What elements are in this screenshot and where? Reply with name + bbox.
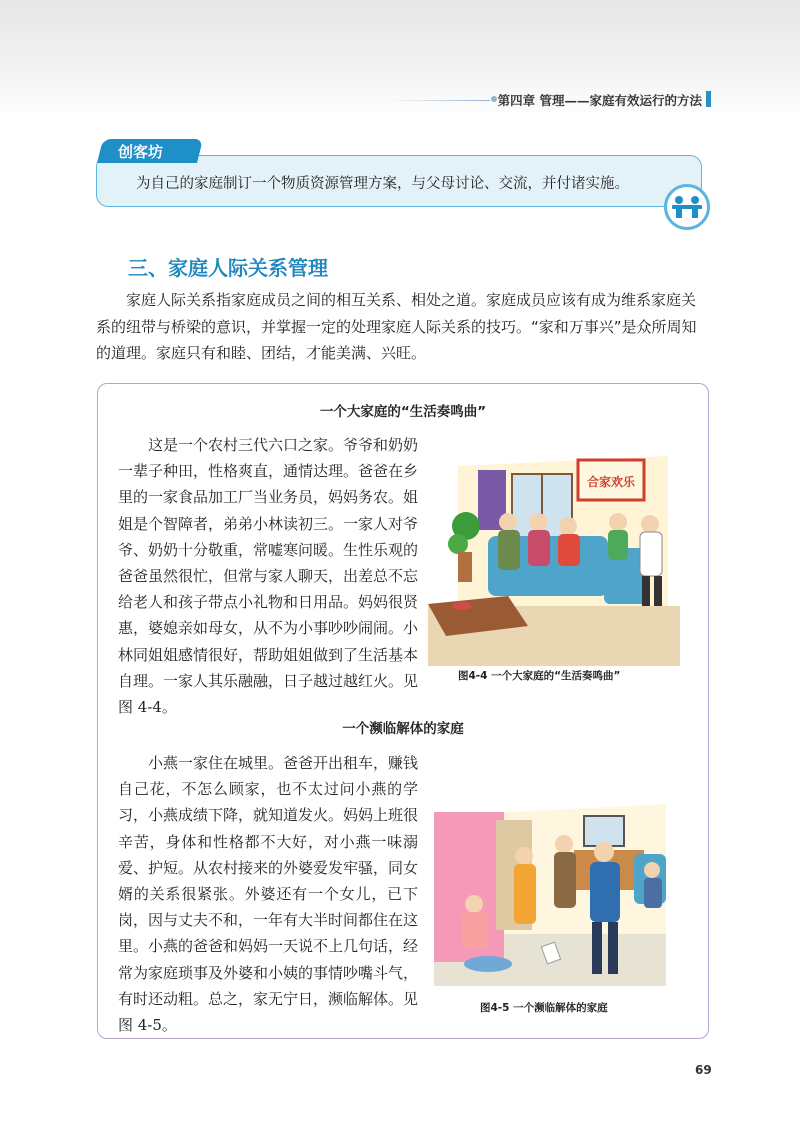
- page-number: 69: [695, 1063, 712, 1077]
- figure-4-4-caption: 图4-4 一个大家庭的“生活奏鸣曲”: [458, 670, 621, 682]
- section-intro: 家庭人际关系指家庭成员之间的相互关系、相处之道。家庭成员应该有成为维系家庭关系的纽带与桥梁的意识，并掌握一定的处理家庭人际关系的技巧。“家和万事兴”是众所周知的道理。家庭只有和睦、团结，才能美满、兴旺。: [96, 291, 697, 362]
- case2-text: 小燕一家住在城里。爸爸开出租车，赚钱自己花，不怎么顾家，也不太过问小燕的学习，小燕成绩下降，就知道发火。妈妈上班很辛苦，身体和性格都不大好，对小燕一味溺爱、护短。从农村接来的外婆爱发牢骚，同女婿的关系很紧张。外婆还有一个女儿，已下岗，因与丈夫不和，一年有大半时间都住在这里。小燕的爸爸和妈妈一天说不上几句话，经常为家庭琐事及外婆和小姨的事情吵嘴斗气，有时还动粗。总之，家无宁日，濒临解体。见图 4-5。: [118, 754, 419, 1035]
- section-title: 三、家庭人际关系管理: [128, 256, 328, 280]
- family-conflict-illustration: [434, 794, 666, 986]
- family-sign-text: 合家欢乐: [586, 475, 636, 489]
- case1-text: 这是一个农村三代六口之家。爷爷和奶奶一辈子种田，性格爽直，通情达理。爸爸在乡里的一家食品加工厂当业务员，妈妈务农。姐姐是个智障者，弟弟小林读初三。一家人对爷爷、奶奶十分敬重，常嘘寒问暖。生性乐观的爸爸虽然很忙，但常与家人聊天，出差总不忘给老人和孩子带点小礼物和日用品。妈妈很贤惠，婆媳亲如母女，从不为小事吵吵闹闹。小林同姐姐感情很好，帮助姐姐做到了生活基本自理。一家人其乐融融，日子越过越红火。见图 4-4。: [118, 436, 419, 717]
- case1-title: 一个大家庭的“生活奏鸣曲”: [319, 404, 487, 420]
- case2-title: 一个濒临解体的家庭: [342, 721, 464, 737]
- chapter-marker: [706, 91, 711, 107]
- header-dot: [491, 96, 497, 102]
- header-divider: [390, 100, 490, 101]
- maker-people-icon: [664, 184, 710, 230]
- maker-text: 为自己的家庭制订一个物质资源管理方案，与父母讨论、交流，并付诸实施。: [136, 176, 629, 192]
- figure-4-5-caption: 图4-5 一个濒临解体的家庭: [480, 1002, 608, 1014]
- maker-tab-label: 创客坊: [118, 143, 164, 161]
- chapter-title: 第四章 管理——家庭有效运行的方法: [497, 93, 702, 108]
- family-living-room-illustration: [428, 456, 680, 666]
